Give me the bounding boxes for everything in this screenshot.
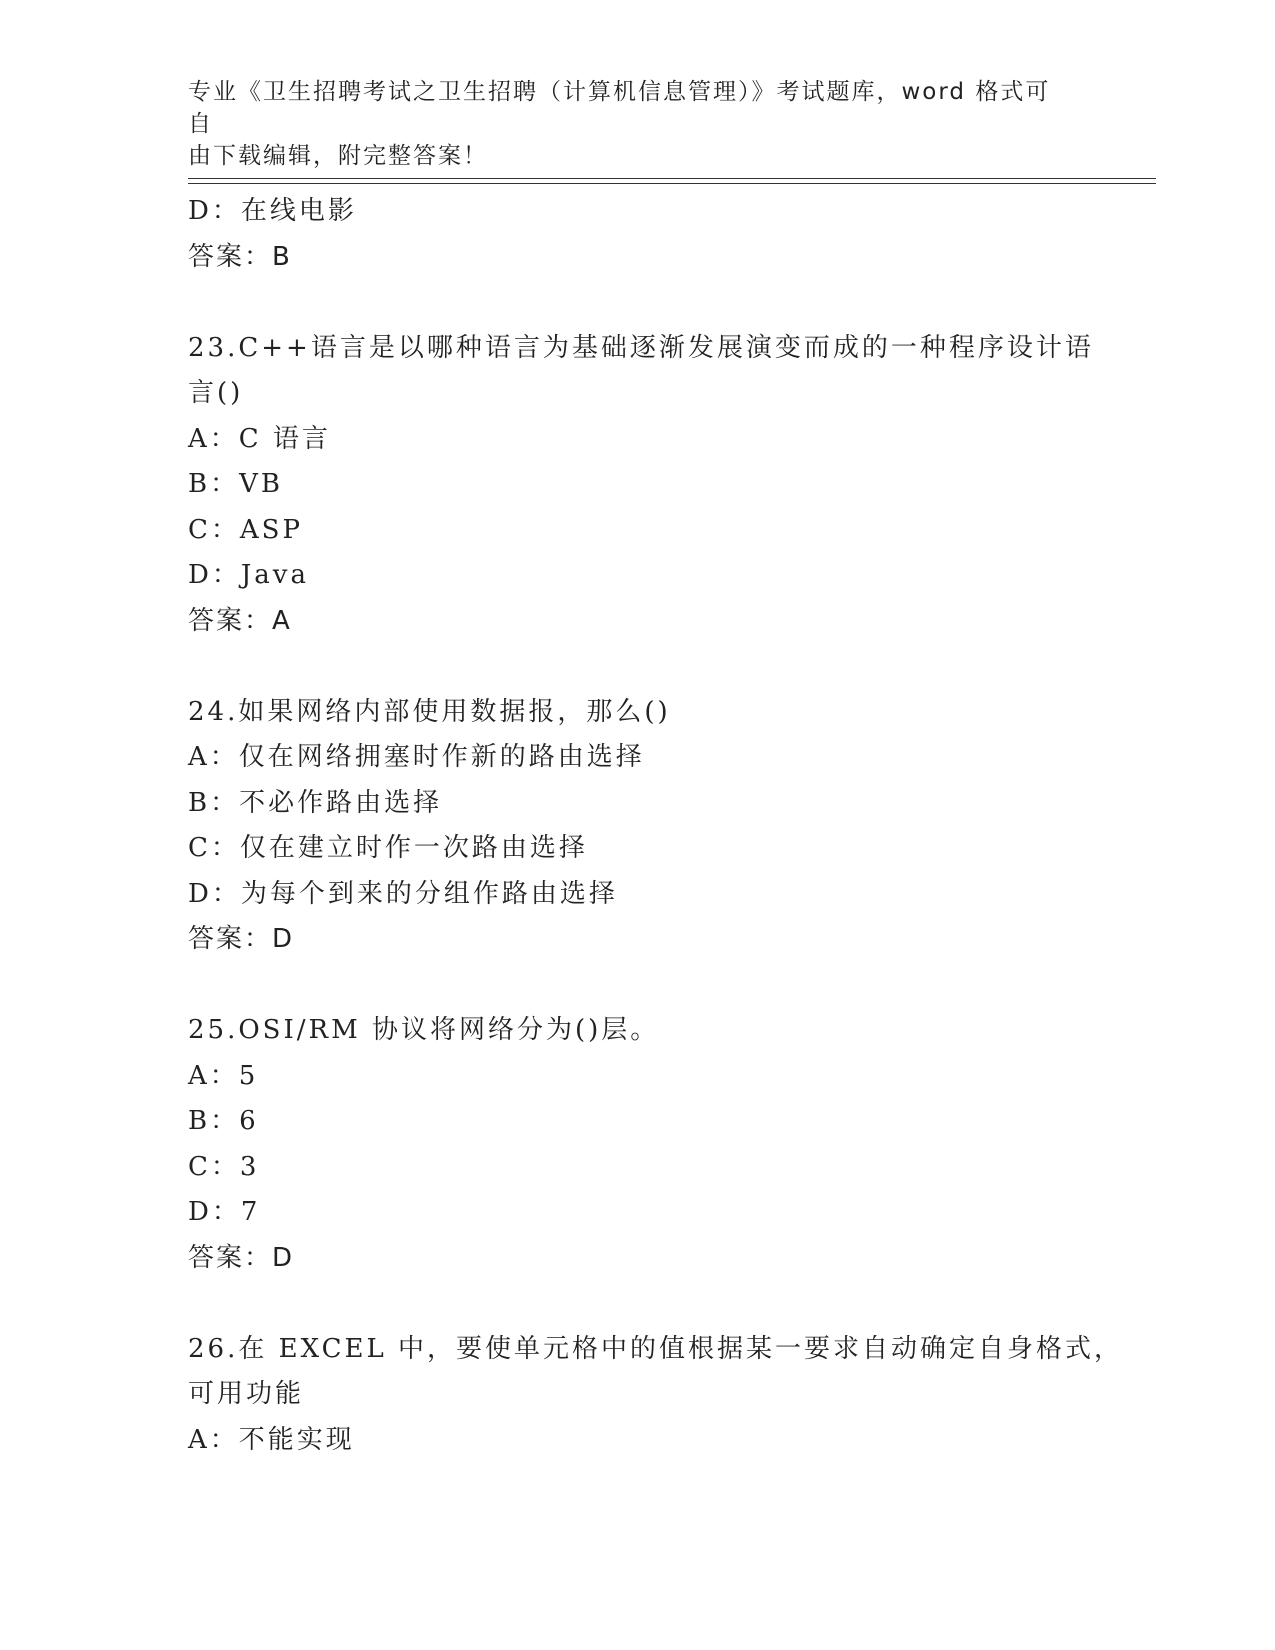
option-a: A：不能实现 [188, 1424, 355, 1455]
option-d: D：为每个到来的分组作路由选择 [188, 878, 618, 909]
option-c: C：3 [188, 1151, 260, 1182]
question-content [188, 189, 1124, 1463]
document-header [188, 76, 1068, 172]
question-25 [188, 1008, 1088, 1281]
option-b: B：VB [188, 469, 283, 499]
option-a: A：C 语言 [188, 423, 331, 454]
prev-answer: 答案：B [188, 241, 292, 272]
option-c: C：仅在建立时作一次路由选择 [188, 833, 588, 863]
question-stem: 23.C++语言是以哪种语言为基础逐渐发展演变而成的一种程序设计语 [188, 332, 1094, 363]
option-b: B：6 [188, 1106, 259, 1136]
option-c: C：ASP [188, 514, 303, 545]
option-a: A：仅在网络拥塞时作新的路由选择 [188, 742, 645, 772]
question-stem: 24.如果网络内部使用数据报，那么() [188, 696, 671, 727]
header-line-2: 由下载编辑，附完整答案！ [188, 143, 488, 169]
option-d: D：7 [188, 1197, 261, 1227]
header-line-1: 专业《卫生招聘考试之卫生招聘（计算机信息管理）》考试题库，word 格式可自 [188, 79, 1051, 137]
spacer [188, 963, 1088, 1009]
question-stem-continued: 言() [188, 378, 244, 408]
question-26 [188, 1327, 1124, 1464]
question-23 [188, 326, 1094, 645]
answer: 答案：D [188, 924, 295, 954]
question-24 [188, 690, 1088, 963]
question-stem-continued: 可用功能 [188, 1379, 305, 1409]
spacer [188, 280, 1088, 326]
option-a: A：5 [188, 1060, 259, 1091]
header-divider-bottom [188, 183, 1156, 184]
option-d: D：Java [188, 560, 309, 590]
spacer [188, 644, 1088, 690]
prev-option-d: D：在线电影 [188, 196, 357, 226]
header-divider-top [188, 178, 1156, 179]
answer: 答案：D [188, 1242, 295, 1273]
spacer [188, 1281, 1088, 1327]
answer: 答案：A [188, 605, 292, 636]
question-stem: 25.OSI/RM 协议将网络分为()层。 [188, 1015, 660, 1045]
question-stem: 26.在 EXCEL 中，要使单元格中的值根据某一要求自动确定自身格式， [188, 1333, 1124, 1364]
option-b: B：不必作路由选择 [188, 787, 443, 818]
